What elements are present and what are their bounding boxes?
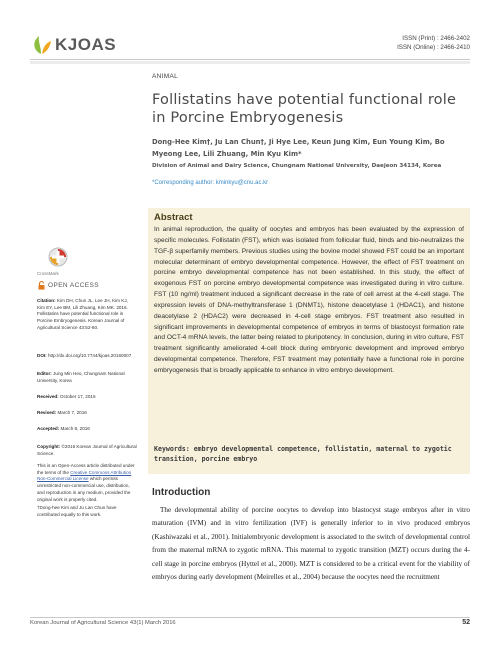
header-divider-shade <box>30 61 470 64</box>
license-text-post: which permits unrestricted non-commercial use, distribution, and reproduction in any medium, provided the original work is properly cited. <box>37 476 131 502</box>
article-title: Follistatins have potential functional role in Porcine Embryogenesis <box>152 92 457 126</box>
editor-text: Jung Min Heo, Chungnam National University, Korea <box>37 371 125 383</box>
crossmark-label: CrossMark <box>37 271 59 276</box>
accepted <box>37 426 137 433</box>
citation-text: Kim DH, Chun JL, Lee JH, Kim KJ, Kim EY, Lee BM, Lili Zhuang, Kim MK. 2016. Follistatins have potential functional role in Porcine Embryogenesis. Korean Journal of Agricultural Science 43:52-60. <box>37 298 128 330</box>
citation-label: Citation: <box>37 298 56 303</box>
abstract-box <box>148 208 470 474</box>
issn-online: ISSN (Online) : 2466-2410 <box>397 44 470 51</box>
received-date: October 17, 2015 <box>60 394 96 399</box>
abstract-text: In animal reproduction, the quality of oocytes and embryos has been evaluated by the expression of specific molecules. Follistatin (FST), which was isolated from follicular fluid, binds and bio-neutralizes the TGF-β superfamily members. Previous studies using the bovine model showed FST could be an important molecular determinant of embryo developmental competence. However, the effect of FST treatment on porcine embryo developmental competence has not been established. In this study, the effect of exogenous FST on porcine embryo developmental competence was investigated during in vitro culture. FST (10 ng/ml) treatment induced a significant decrease in the rate of cell arrest at the 4-cell stage. The expression levels of DNA-methyltransferase 1 (DNMT1), histone deacetylase 1 (HDAC1), and histone deacetylase 2 (HDAC2) were decreased in 4-cell stage embryos. FST treatment also resulted in significant improvements in developmental competence of embryos in terms of blastocyst formation rate and OCT-4 mRNA levels, the latter being related to pluripotency. In conclusion, during in vitro culture, FST treatment significantly ameliorated 4-cell block during embryonic development and improved embryo developmental competence. Therefore, FST treatment may potentially have a functional role in porcine embryogenesis that is broadly applicable to enhance in vitro embryo development. <box>154 226 464 374</box>
corresponding-author-link[interactable]: *Corresponding author: kminkyu@cnu.ac.kr <box>152 180 269 186</box>
article-category: ANIMAL <box>152 73 179 80</box>
editor-label: Editor: <box>37 371 52 376</box>
open-access-text: OPEN ACCESS <box>48 282 99 289</box>
issn-block <box>397 34 470 52</box>
license <box>37 463 137 503</box>
doi-label: DOI: <box>37 353 47 358</box>
accepted-label: Accepted: <box>37 426 60 431</box>
editor <box>37 371 137 384</box>
footer-journal-issue: Korean Journal of Agricultural Science 43(1) March 2016 <box>30 620 176 626</box>
revised-label: Revised: <box>37 410 57 415</box>
equal-contribution-note: †Dong-hee Kim and Ju Lan Chun have contributed equally to this work. <box>37 505 117 517</box>
footer-divider <box>30 617 470 618</box>
abstract-heading: Abstract <box>154 212 193 223</box>
journal-logo <box>30 34 116 56</box>
affiliation: Division of Animal and Dairy Science, Chungnam National University, Daejeon 34134, Korea <box>152 163 442 169</box>
page-number: 52 <box>462 619 470 626</box>
header-divider <box>30 59 470 60</box>
doi-link[interactable]: http://dx.doi.org/10.7744/kjoas.20160007 <box>47 353 132 358</box>
issn-print: ISSN (Print) : 2466-2402 <box>402 35 470 42</box>
citation <box>37 298 137 332</box>
journal-logo-text: KJOAS <box>55 35 117 54</box>
keywords: Keywords: embryo developmental competence, follistatin, maternal to zygotic transition, porcine embryo <box>154 445 452 463</box>
introduction-paragraph <box>152 504 470 584</box>
revised-date: March 7, 2016 <box>57 410 87 415</box>
accepted-date: March 8, 2016 <box>60 426 90 431</box>
open-lock-icon <box>38 281 45 290</box>
open-access-badge <box>38 281 99 290</box>
license-link[interactable]: Creative Commons Attribution Non-Commercial License <box>37 469 132 482</box>
crossmark-icon[interactable] <box>38 246 78 272</box>
license-text-pre: This is an Open-Access article distributed under the terms of the <box>37 463 135 475</box>
received-label: Received: <box>37 394 59 399</box>
copyright-text: ©2016 Korean Journal of Agricultural Science. <box>37 444 137 456</box>
received <box>37 394 137 401</box>
introduction-text: The developmental ability of porcine oocytes to develop into blastocyst stage embryos after in vitro maturation (IVM) and in vitro fertilization (IVF) is generally inferior to in vivo produced embryos (Kashiwazaki et al., 2001). Initialembryonic development is associated to the switch of developmental control from the maternal mRNA to zygotic mRNA. This maternal to zygotic transition (MZT) occurs during the 4-cell stage in porcine embryos (Hyttel et al., 2000). MZT is considered to be a critical event for the viability of embryos during early development (Meirelles et al., 2004) because the oocytes need the recruitment <box>152 506 470 582</box>
author-list: Dong-Hee Kim†, Ju Lan Chun†, Ji Hye Lee, Keun Jung Kim, Eun Young Kim, Bo Myeong Lee, Lili Zhuang, Min Kyu Kim* <box>152 138 445 158</box>
leaf-logo-icon <box>30 34 52 56</box>
copyright <box>37 444 137 457</box>
revised <box>37 410 137 417</box>
doi <box>37 353 137 360</box>
copyright-label: Copyright: <box>37 444 61 449</box>
introduction-heading: Introduction <box>152 487 211 498</box>
